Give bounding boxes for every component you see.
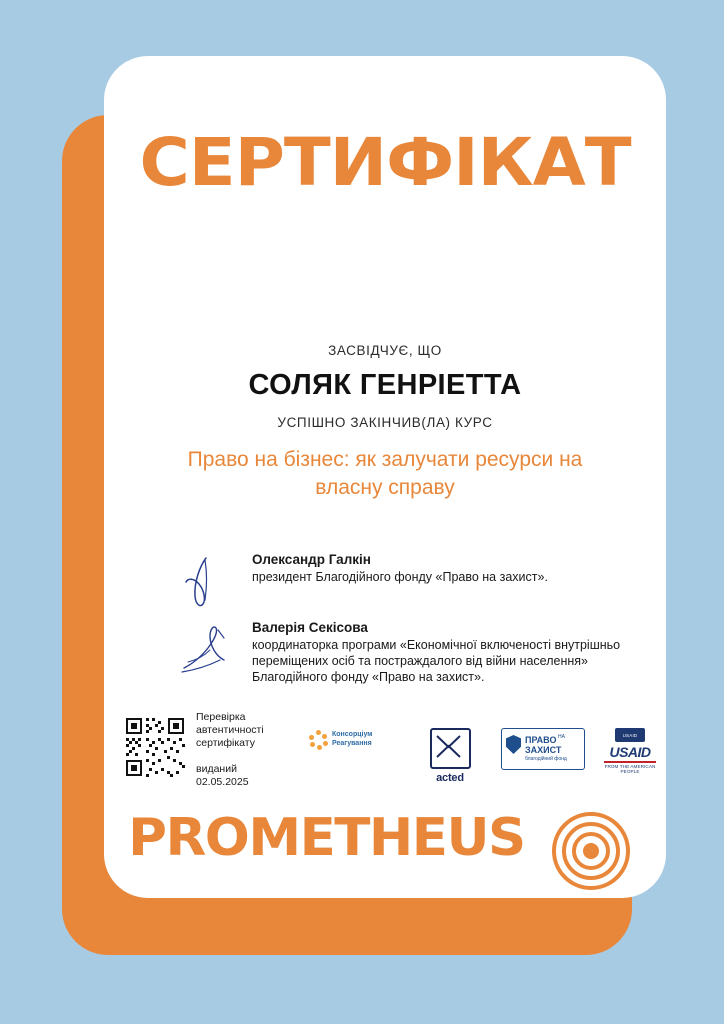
logo-konsorcium-reaguvannya bbox=[309, 728, 389, 754]
pravo-line3: благодійний фонд bbox=[525, 756, 567, 762]
logo-konsorcium-line1: Консорціум bbox=[332, 731, 373, 738]
pravo-superscript: НА bbox=[558, 734, 565, 740]
signatory-role: координаторка програми «Економічної включеності внутрішньо переміщених осіб та постраждалого від війни населення» Благодійного фонду «Право на захист». bbox=[252, 638, 621, 684]
course-title: Право на бізнес: як залучати ресурси на власну справу bbox=[187, 448, 583, 500]
acted-wordmark: acted bbox=[436, 772, 464, 784]
signature-mark-icon bbox=[174, 620, 254, 690]
usaid-divider bbox=[604, 761, 656, 763]
recipient-name: СОЛЯК ГЕНРІЕТТА bbox=[248, 369, 522, 401]
usaid-seal-icon bbox=[615, 728, 645, 742]
prometheus-logo-icon bbox=[552, 812, 630, 890]
verification-label: Перевірка автентичності сертифікату bbox=[196, 711, 264, 750]
logo-konsorcium-line2: Реагування bbox=[332, 740, 372, 748]
dots-icon bbox=[309, 730, 329, 750]
pravo-line1: ПРАВО bbox=[525, 735, 557, 745]
signatory-name: Валерія Секісова bbox=[252, 620, 368, 635]
signatory-name: Олександр Галкін bbox=[252, 552, 371, 567]
shield-icon bbox=[506, 735, 521, 754]
certificate-card bbox=[104, 56, 666, 898]
partner-logos bbox=[309, 728, 656, 788]
issued-label: виданий bbox=[196, 763, 237, 775]
usaid-wordmark: USAID bbox=[609, 744, 651, 760]
acted-mark-icon bbox=[430, 728, 471, 769]
course-completion-label: УСПІШНО ЗАКІНЧИВ(ЛА) КУРС bbox=[277, 415, 493, 430]
logo-acted bbox=[419, 728, 481, 784]
usaid-seal-text: USAID bbox=[622, 732, 638, 738]
pravo-line2: ЗАХИСТ bbox=[525, 745, 562, 755]
logo-pravo-na-zahyst bbox=[501, 728, 583, 770]
prometheus-wordmark: PROMETHEUS bbox=[128, 808, 525, 868]
qr-code-icon[interactable] bbox=[124, 716, 186, 778]
signature-text-1 bbox=[252, 552, 632, 585]
awarded-to-label: ЗАСВІДЧУЄ, ЩО bbox=[328, 343, 442, 358]
signature-text-2 bbox=[252, 620, 632, 685]
usaid-tagline: FROM THE AMERICAN PEOPLE bbox=[604, 764, 656, 774]
issue-info bbox=[196, 763, 306, 789]
logo-usaid bbox=[599, 728, 661, 774]
issued-date: 02.05.2025 bbox=[196, 776, 249, 789]
signature-mark-icon bbox=[174, 552, 254, 622]
page-title: СЕРТИФІКАТ bbox=[139, 124, 631, 201]
signatory-role: президент Благодійного фонду «Право на захист». bbox=[252, 570, 548, 584]
